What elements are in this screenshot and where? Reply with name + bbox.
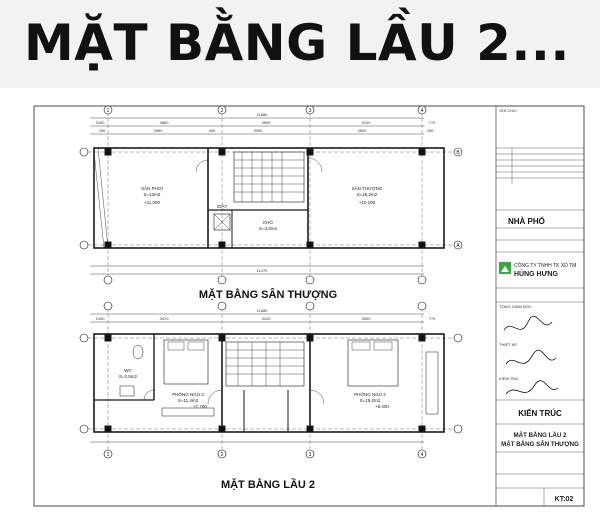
signature-label-1: TỔNG GIÁM ĐỐC (499, 304, 532, 309)
room-name-wc: WC (124, 368, 132, 373)
drawing-title-2: MẶT BẰNG SÂN THƯỢNG (501, 441, 579, 448)
room-area-phong-ngu-2: S=15,2m2 (359, 398, 381, 403)
room-area-san-phoi: S=13m2 (143, 192, 161, 197)
level-phong-ngu-3: +7.700 (193, 404, 207, 409)
axis-label-top-3: 3 (308, 108, 312, 114)
signature-label-2: THIẾT KẾ (499, 342, 517, 347)
room-name-phong-ngu-2: PHÒNG NGỦ 2 (354, 392, 386, 397)
roof-plan (82, 112, 460, 280)
top-dim2-5: 430 (426, 128, 434, 133)
room-name-kho: KHO (263, 220, 273, 225)
top-dim-3: 3100 (361, 120, 371, 125)
room-area-san-thuong: S=15,2m2 (356, 192, 378, 197)
axis-label-bottom-1: 1 (106, 452, 110, 458)
plan-title-floor-2: MẶT BẰNG LẦU 2 (220, 479, 316, 491)
title-block (496, 148, 584, 506)
floor-plan-drawing (12, 90, 588, 515)
signature-2 (506, 350, 556, 364)
top-dim-1: 3880 (159, 120, 169, 125)
axis-label-bottom-4: 4 (420, 452, 424, 458)
drawing-title-1: MẶT BẰNG LẦU 2 (513, 432, 567, 439)
axis-label-bottom-2: 2 (220, 452, 224, 458)
axis-label-bottom-3: 3 (308, 452, 312, 458)
axis-markers-top (80, 106, 462, 284)
bottom-total-dim-top: 11880 (256, 308, 268, 313)
company-line-1: CÔNG TY TNHH TK XD TM (514, 263, 577, 269)
signature-1 (504, 316, 552, 330)
room-area-wc: S=2,5m2 (118, 374, 138, 379)
top-dim-2: 3900 (261, 120, 271, 125)
level-san-thuong: +10.100 (358, 200, 376, 205)
project-label: NHÀ PHỐ (508, 217, 545, 226)
axis-label-top-1: 1 (106, 108, 110, 114)
top-bottom-total-dim: 11470 (256, 268, 268, 273)
headline-text: MẶT BẰNG LẦU 2... (24, 14, 570, 72)
room-name-san-thuong: SÂN THƯỢNG (351, 186, 383, 191)
company-line-2: HÙNG HƯNG (514, 271, 558, 278)
level-phong-ngu-2: +8.400 (375, 404, 389, 409)
top-dim2-1: 3450 (153, 128, 163, 133)
top-dim2-4: 3500 (357, 128, 367, 133)
axis-label-row-b: B (456, 150, 460, 156)
bottom-dim-1: 3470 (159, 316, 169, 321)
sheet-number: KT:02 (554, 496, 574, 503)
axis-label-top-2: 2 (220, 108, 224, 114)
bottom-dim-2: 3100 (261, 316, 271, 321)
bottom-dim-0: 1000 (95, 316, 105, 321)
top-dim-4: 770 (428, 120, 436, 125)
notes-header: GHI CHÚ: (499, 108, 517, 113)
room-area-phong-ngu-3: S=11,4m2 (177, 398, 199, 403)
room-name-giat: GIẶT (216, 204, 228, 209)
company-logo (499, 262, 511, 274)
room-name-san-phoi: SÂN PHƠI (141, 186, 163, 191)
floor-2-plan (82, 308, 460, 452)
bottom-dim-3: 3900 (361, 316, 371, 321)
axis-markers-bottom (80, 302, 462, 458)
axis-label-top-4: 4 (420, 108, 424, 114)
top-dim2-2: 400 (208, 128, 216, 133)
room-name-phong-ngu-3: PHÒNG NGỦ 3 (172, 392, 204, 397)
drawing-sheet (12, 90, 588, 515)
signature-3 (506, 381, 558, 394)
plan-title-roof: MẶT BẰNG SÂN THƯỢNG (198, 289, 338, 301)
bottom-dim-4: 770 (428, 316, 436, 321)
signature-label-3: KIỂM TRA (499, 376, 518, 381)
top-dim2-3: 3000 (253, 128, 263, 133)
top-total-dim: 11880 (256, 112, 268, 117)
top-dim2-0: 430 (98, 128, 106, 133)
room-area-kho: S=3,6m2 (258, 226, 278, 231)
top-dim-0: 1000 (95, 120, 105, 125)
level-san-phoi: +11.000 (143, 200, 161, 205)
axis-label-row-a: A (456, 243, 460, 249)
headline-banner (0, 0, 600, 88)
discipline-label: KIẾN TRÚC (518, 409, 562, 418)
